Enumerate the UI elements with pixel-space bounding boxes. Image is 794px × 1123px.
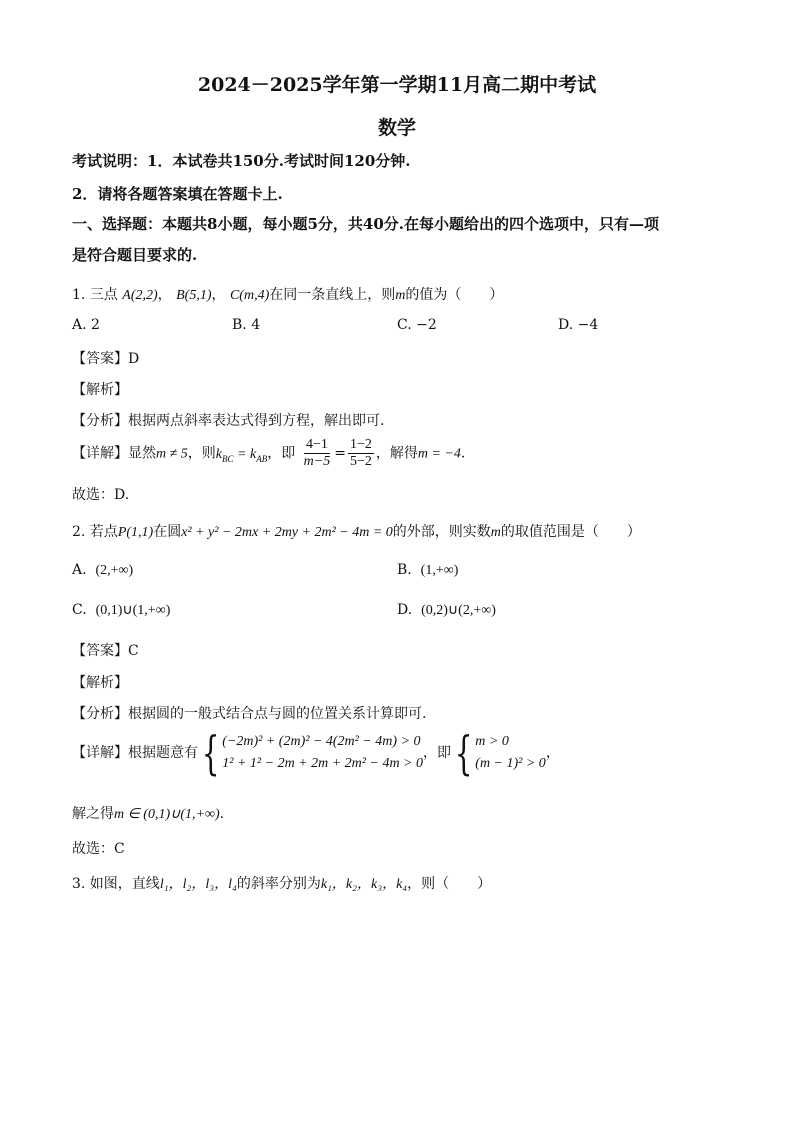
q1-detail-eq: $k_{BC} = k_{AB}$ <box>215 446 268 464</box>
q3-lines: l₁，l₂，l₃，l₄ <box>159 877 237 892</box>
q1-detail-solve: ，解得 <box>375 445 418 462</box>
q2-point: P(1,1) <box>117 525 154 540</box>
question-1-stem: 1. 三点 A(2,2)， B(5,1)， C(m,4)在同一条直线上，则m的值为（ ） <box>72 287 504 303</box>
instruction-line-2: 2．请将各题答案填在答题卡上. <box>72 185 283 203</box>
q1-suffix: 的值为（ ） <box>405 287 504 303</box>
q1-prefix: 1. 三点 <box>72 287 118 303</box>
q2-conclusion: 故选：C <box>72 841 125 857</box>
q2-detail-prefix: 【详解】根据题意有 <box>72 745 198 761</box>
q1-point-c: C(m,4) <box>229 288 270 303</box>
q1-option-c: C. −2 <box>397 317 437 333</box>
q2-system-2: m > 0 (m − 1)² > 0 <box>475 733 546 771</box>
question-3-stem <box>72 873 491 893</box>
q1-fraction-2: $\frac{1-2}{5-2}$ <box>349 437 372 470</box>
q1-var: m <box>395 288 406 303</box>
q2-circle-eq: x² + y² − 2mx + 2my + 2m² − 4m = 0 <box>181 525 393 540</box>
q2-prefix: 2. 若点 <box>72 524 118 540</box>
q2-option-a: A. (2,+∞) <box>72 562 134 578</box>
q2-solve-prefix: 解之得 <box>72 806 114 822</box>
q2-var: m <box>490 525 501 540</box>
subject-title: 数学 <box>377 117 416 139</box>
q1-option-b: B. 4 <box>232 317 261 333</box>
q3-mid: 的斜率分别为 <box>236 876 321 892</box>
q1-detail-end: . <box>460 445 466 462</box>
q1-detail-result: m = −4 <box>417 446 461 462</box>
q2-jiexi: 【解析】 <box>72 675 128 691</box>
q2-detail <box>72 726 560 780</box>
section-heading-2: 是符合题目要求的. <box>72 246 198 264</box>
q1-jiexi: 【解析】 <box>72 382 128 398</box>
q1-detail-prefix: 【详解】显然 <box>72 445 156 462</box>
q1-mid: 在同一条直线上，则 <box>269 287 396 303</box>
q2-circle-pre: 在圆 <box>153 524 182 540</box>
instruction-line-1: 考试说明：1．本试卷共150分.考试时间120分钟. <box>72 152 411 170</box>
q2-detail-end: ， <box>545 745 560 761</box>
q1-option-a: A. 2 <box>72 317 100 333</box>
q3-prefix: 3. 如图，直线 <box>72 876 160 892</box>
q2-solve-end: . <box>219 806 225 822</box>
q2-option-c: C. (0,1)∪(1,+∞) <box>72 602 171 618</box>
section-heading-1: 一、选择题：本题共8小题，每小题5分，共40分.在每小题给出的四个选项中，只有—项 <box>72 215 659 233</box>
q2-suffix-b: 的取值范围是（ ） <box>500 524 641 540</box>
q1-detail: 【详解】显然m ≠ 5，则$k_{BC} = k_{AB}$，即 $\frac{4-1}{m-5}$ = $\frac{1-2}{5-2}$ ，解得m = −4. <box>72 437 466 470</box>
q2-solve-result: m ∈ (0,1)∪(1,+∞) <box>114 807 220 822</box>
q2-option-b: B. (1,+∞) <box>397 562 459 578</box>
q1-detail-cond: m ≠ 5 <box>156 446 188 462</box>
q1-option-d: D. −4 <box>558 317 599 333</box>
q2-system-1: (−2m)² + (2m)² − 4(2m² − 4m) > 0 1² + 1² − 2m + 2m + 2m² − 4m > 0 <box>222 733 423 771</box>
q1-analysis: 【分析】根据两点斜率表达式得到方程，解出即可. <box>72 413 385 429</box>
q1-answer: 【答案】D <box>72 351 140 367</box>
q2-option-d: D. (0,2)∪(2,+∞) <box>397 602 496 618</box>
q2-solution <box>72 803 224 823</box>
q2-answer: 【答案】C <box>72 643 139 659</box>
q1-detail-then: ，则 <box>187 445 216 462</box>
exam-title: 2024－2025学年第一学期11月高二期中考试 <box>197 74 597 96</box>
q1-point-a: A(2,2) <box>122 288 158 303</box>
q3-suffix: ，则（ ） <box>407 876 492 892</box>
q3-slopes: k₁，k₂，k₃，k₄ <box>320 877 408 892</box>
q2-suffix-a: 的外部，则实数 <box>392 524 491 540</box>
q1-fraction-1: $\frac{4-1}{m-5}$ <box>303 437 331 470</box>
question-2-stem <box>72 521 641 541</box>
q2-detail-ji: ，即 <box>423 745 451 761</box>
q2-analysis: 【分析】根据圆的一般式结合点与圆的位置关系计算即可. <box>72 706 427 722</box>
q1-point-b: B(5,1) <box>176 288 212 303</box>
q2-brace-1: { <box>201 726 220 780</box>
q2-brace-2: { <box>454 726 473 780</box>
q1-conclusion: 故选：D. <box>72 487 130 503</box>
q1-detail-ji: ，即 <box>267 445 296 462</box>
